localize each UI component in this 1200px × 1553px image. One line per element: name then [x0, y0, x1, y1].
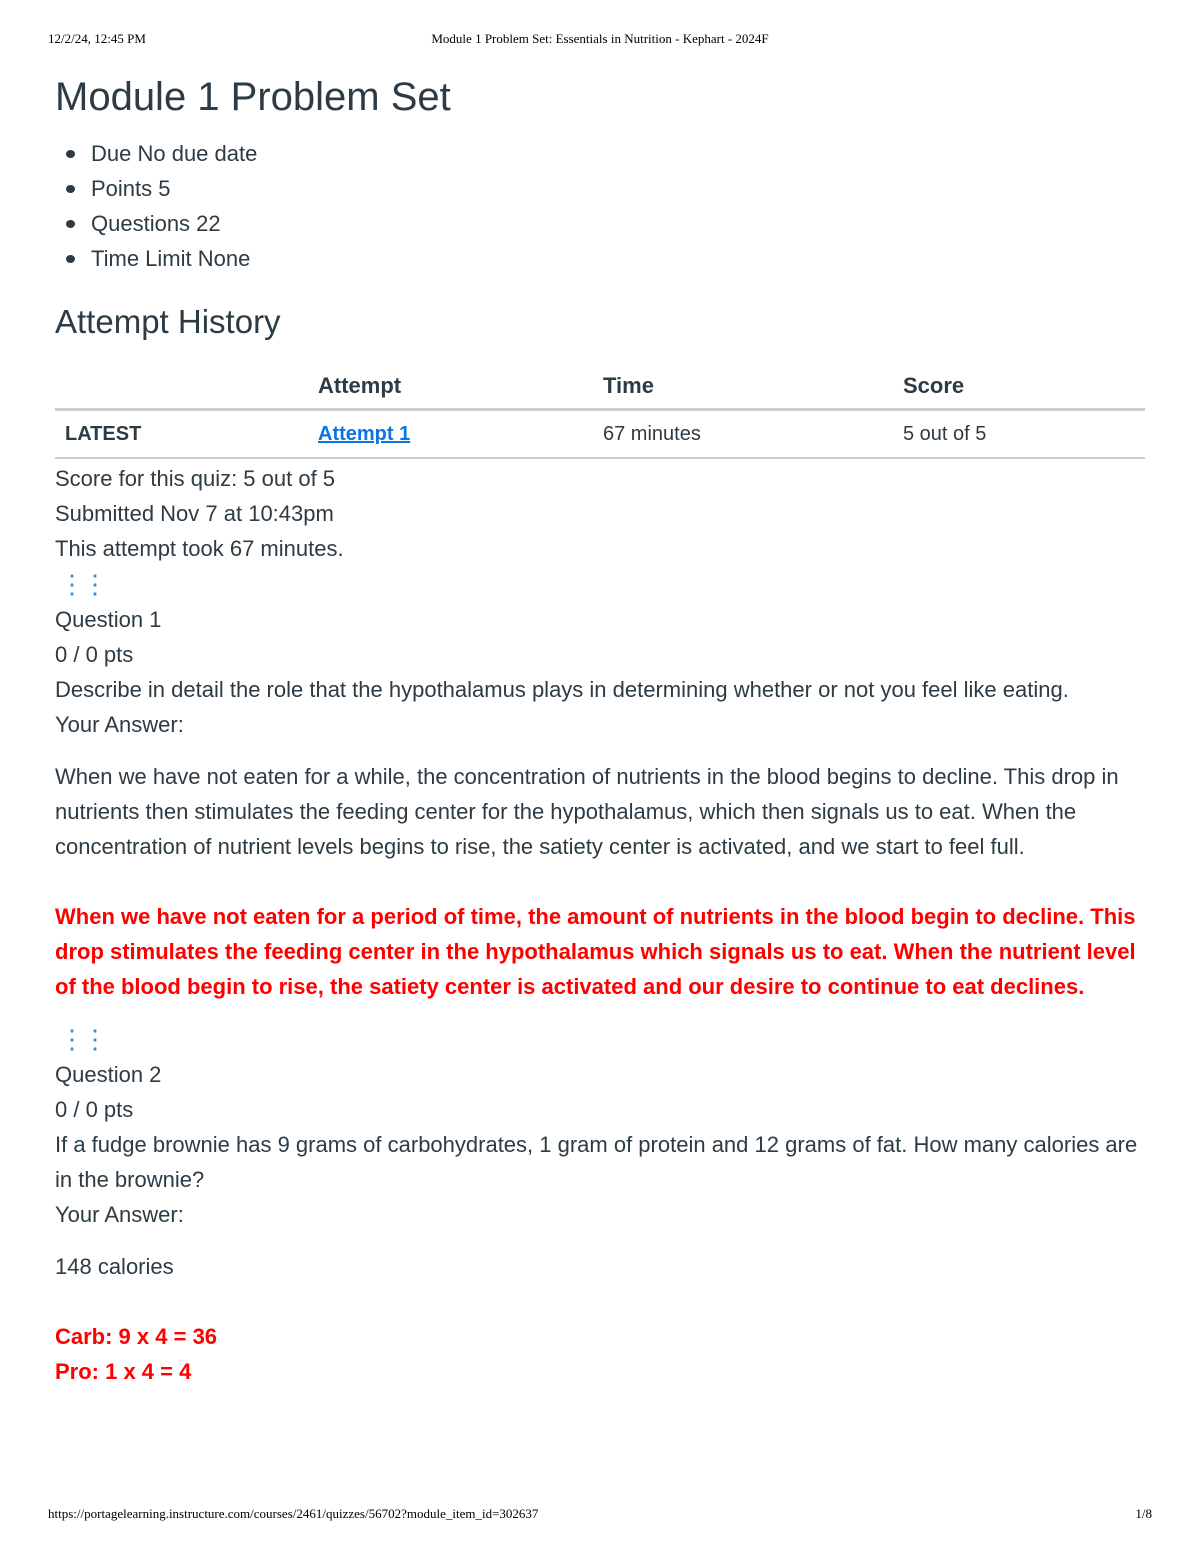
question-prompt: If a fudge brownie has 9 grams of carbohydrates, 1 gram of protein and 12 grams of fat. How many calories are in the brownie? — [55, 1132, 1138, 1192]
answer-key: When we have not eaten for a period of time, the amount of nutrients in the blood begin to decline. This drop stimulates the feeding center in the hypothalamus which signals us to eat. When the nutrient level of the blood begin to rise, the satiety center is activated and our desire to continue to eat declines. — [55, 904, 1136, 999]
quiz-content — [55, 72, 1147, 1389]
column-header-blank — [55, 364, 308, 410]
print-url: https://portagelearning.instructure.com/courses/2461/quizzes/56702?module_item_id=302637 — [48, 1506, 539, 1521]
column-header-attempt: Attempt — [308, 364, 593, 410]
print-page-number: 1/8 — [1135, 1506, 1152, 1521]
column-header-time: Time — [593, 364, 893, 410]
question-1 — [55, 566, 1147, 1004]
attempt-row-label: LATEST — [55, 410, 308, 459]
attempt-history-heading: Attempt History — [55, 303, 281, 340]
print-footer — [48, 1506, 1152, 1524]
attempt-cell — [308, 410, 593, 459]
print-datetime: 12/2/24, 12:45 PM — [48, 31, 146, 46]
attempt-time: 67 minutes — [593, 410, 893, 459]
drag-handle-icon[interactable]: ⋮⋮ — [59, 1024, 105, 1054]
question-points: 0 / 0 pts — [55, 642, 134, 667]
attempt-duration: This attempt took 67 minutes. — [55, 536, 344, 561]
drag-handle-icon[interactable]: ⋮⋮ — [59, 569, 105, 599]
student-answer: 148 calories — [55, 1254, 174, 1279]
your-answer-label: Your Answer: — [55, 712, 184, 737]
attempt-score: 5 out of 5 — [893, 410, 1145, 459]
print-page-title: Module 1 Problem Set: Essentials in Nutrition - Kephart - 2024F — [431, 31, 769, 46]
table-row — [55, 410, 1145, 459]
question-number: Question 2 — [55, 1062, 162, 1087]
meta-due: Due No due date — [91, 136, 1147, 171]
meta-questions: Questions 22 — [91, 206, 1147, 241]
score-summary: Score for this quiz: 5 out of 5 — [55, 466, 336, 491]
page-title: Module 1 Problem Set — [55, 75, 451, 119]
print-header — [48, 31, 1152, 49]
your-answer-label: Your Answer: — [55, 1202, 184, 1227]
meta-time-limit: Time Limit None — [91, 241, 1147, 276]
attempt-history-table — [55, 364, 1145, 459]
quiz-summary — [55, 461, 1147, 566]
column-header-score: Score — [893, 364, 1145, 410]
quiz-meta-list — [55, 136, 1147, 276]
answer-key-line: Pro: 1 x 4 = 4 — [55, 1359, 192, 1384]
student-answer: When we have not eaten for a while, the concentration of nutrients in the blood begins to decline. This drop in nutrients then stimulates the feeding center for the hypothalamus, which then signals us to eat. When the concentration of nutrient levels begins to rise, the satiety center is activated, and we start to feel full. — [55, 764, 1119, 859]
question-prompt: Describe in detail the role that the hypothalamus plays in determining whether or not you feel like eating. — [55, 677, 1069, 702]
answer-key-line: Carb: 9 x 4 = 36 — [55, 1324, 218, 1349]
submitted-time: Submitted Nov 7 at 10:43pm — [55, 501, 334, 526]
table-header-row — [55, 364, 1145, 410]
question-points: 0 / 0 pts — [55, 1097, 134, 1122]
question-number: Question 1 — [55, 607, 162, 632]
attempt-1-link[interactable]: Attempt 1 — [318, 422, 411, 445]
question-2 — [55, 1021, 1147, 1389]
meta-points: Points 5 — [91, 171, 1147, 206]
